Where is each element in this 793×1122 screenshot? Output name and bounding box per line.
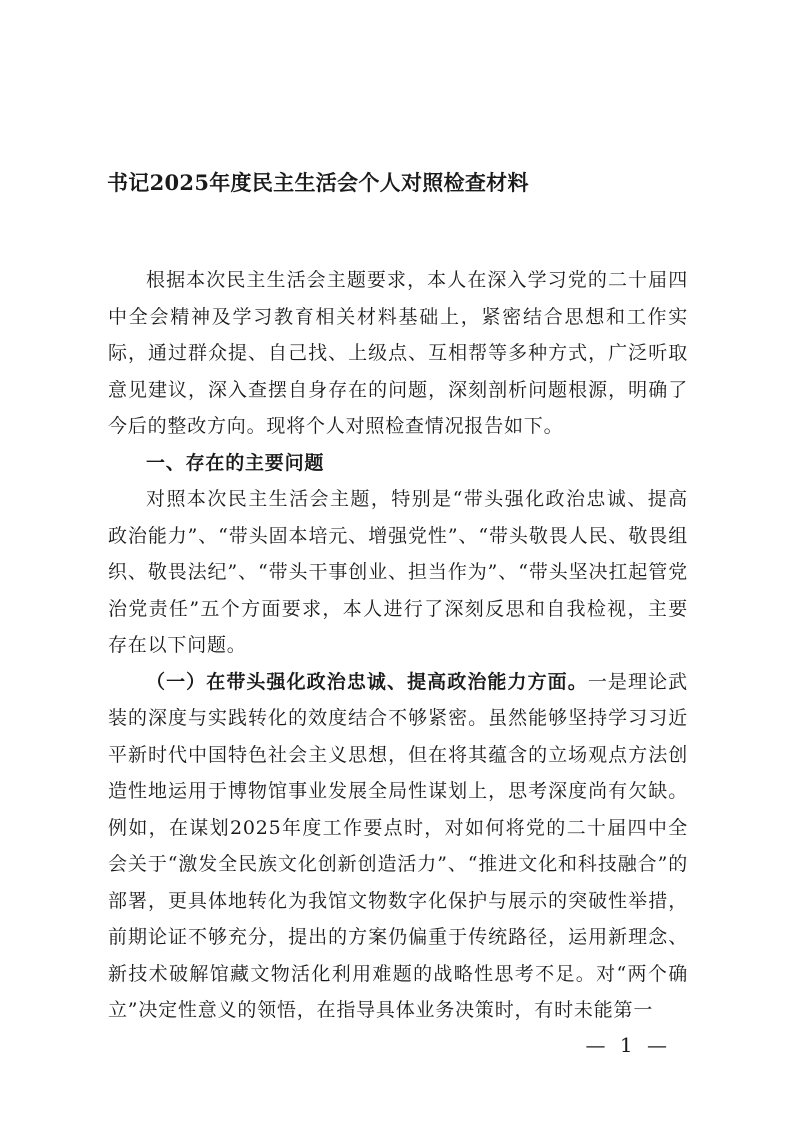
section-paragraph: 对照本次民主生活会主题，特别是“带头强化政治忠诚、提高政治能力”、“带头固本培元、增强党性”、“带头敬畏人民、敬畏组织、敬畏法纪”、“带头干事创业、担当作为”、“带头坚决扛起管党治党责任”五个方面要求，本人进行了深刻反思和自我检视，主要存在以下问题。 [108,488,688,656]
subsection-paragraph [108,664,688,1029]
subsection-heading: （一）在带头强化政治忠诚、提高政治能力方面。 [146,670,588,693]
document-body [108,262,688,1029]
document-title: 书记2025年度民主生活会个人对照检查材料 [107,170,529,195]
intro-paragraph: 根据本次民主生活会主题要求，本人在深入学习党的二十届四中全会精神及学习教育相关材料基础上，紧密结合思想和工作实际，通过群众提、自己找、上级点、互相帮等多种方式，广泛听取意见建议，深入查摆自身存在的问题，深刻剖析问题根源，明确了今后的整改方向。现将个人对照检查情况报告如下。 [108,269,688,437]
subsection-body: 一是理论武装的深度与实践转化的效度结合不够紧密。虽然能够坚持学习习近平新时代中国特色社会主义思想，但在将其蕴含的立场观点方法创造性地运用于博物馆事业发展全局性谋划上，思考深度尚有欠缺。例如，在谋划2025年度工作要点时，对如何将党的二十届四中全会关于“激发全民族文化创新创造活力”、“推进文化和科技融合”的部署，更具体地转化为我馆文物数字化保护与展示的突破性举措，前期论证不够充分，提出的方案仍偏重于传统路径，运用新理念、新技术破解馆藏文物活化利用难题的战略性思考不足。对“两个确立”决定性意义的领悟，在指导具体业务决策时，有时未能第一 [108,670,688,1021]
page-number: — 1 — [585,1033,671,1057]
section-heading-problems: 一、存在的主要问题 [146,451,325,474]
